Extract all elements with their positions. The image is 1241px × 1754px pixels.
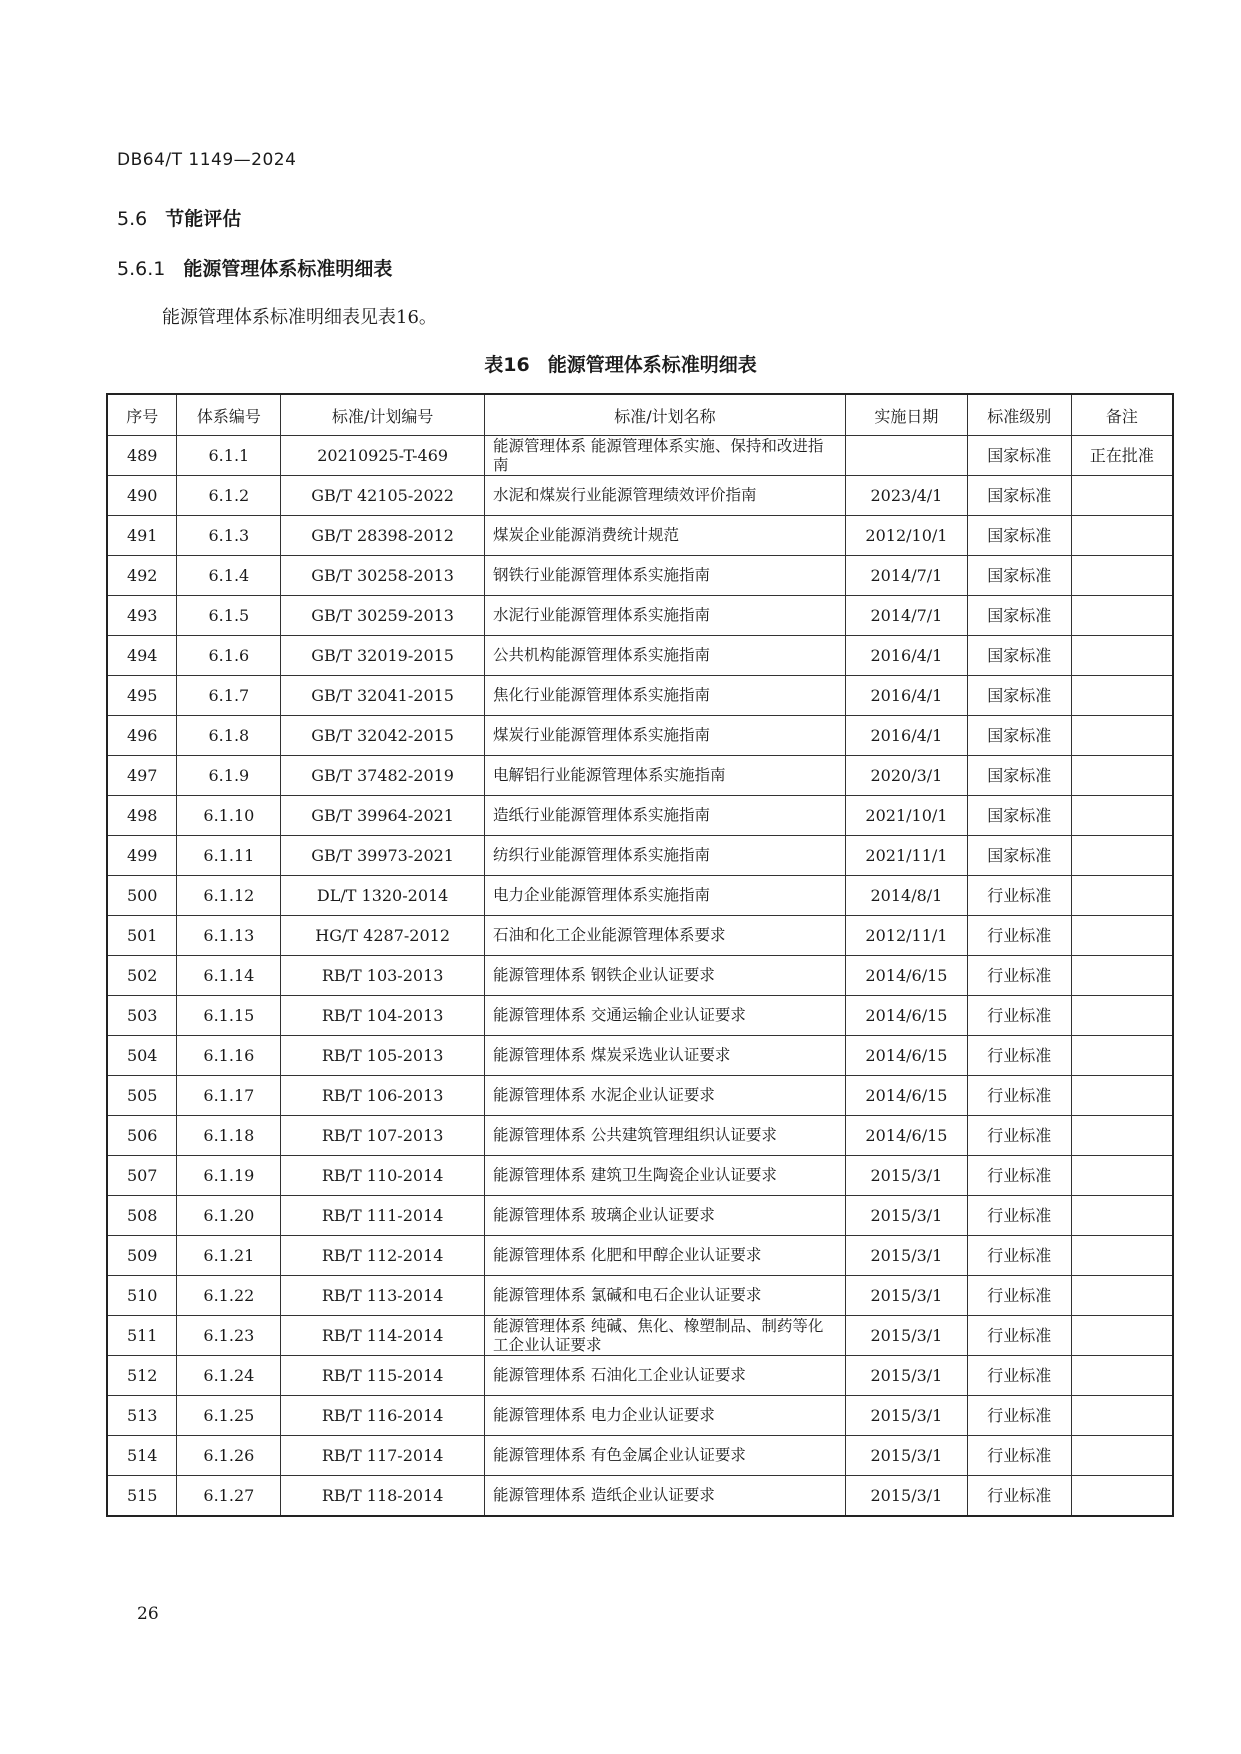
cell-standard-code: 20210925-T-469 [281, 436, 485, 476]
cell-system-code: 6.1.25 [177, 1396, 281, 1436]
cell-standard-code: RB/T 110-2014 [281, 1156, 485, 1196]
cell-standard-code: RB/T 107-2013 [281, 1116, 485, 1156]
cell-remark [1071, 1476, 1173, 1517]
cell-remark [1071, 516, 1173, 556]
table-row [107, 876, 1173, 916]
section-title: 节能评估 [165, 208, 242, 230]
cell-remark [1071, 1236, 1173, 1276]
cell-standard-name: 能源管理体系 石油化工企业认证要求 [484, 1356, 845, 1396]
cell-standard-code: RB/T 104-2013 [281, 996, 485, 1036]
cell-system-code: 6.1.10 [177, 796, 281, 836]
cell-level: 行业标准 [967, 1396, 1071, 1436]
table-row [107, 756, 1173, 796]
cell-date: 2012/10/1 [845, 516, 967, 556]
cell-system-code: 6.1.13 [177, 916, 281, 956]
cell-date: 2015/3/1 [845, 1356, 967, 1396]
cell-standard-code: GB/T 39973-2021 [281, 836, 485, 876]
cell-standard-name: 纺织行业能源管理体系实施指南 [484, 836, 845, 876]
cell-seq: 495 [107, 676, 177, 716]
cell-level: 行业标准 [967, 996, 1071, 1036]
cell-remark [1071, 596, 1173, 636]
table-row [107, 1196, 1173, 1236]
cell-standard-code: GB/T 28398-2012 [281, 516, 485, 556]
cell-remark [1071, 1396, 1173, 1436]
cell-system-code: 6.1.6 [177, 636, 281, 676]
cell-date: 2014/6/15 [845, 1036, 967, 1076]
cell-standard-name: 煤炭企业能源消费统计规范 [484, 516, 845, 556]
cell-seq: 512 [107, 1356, 177, 1396]
cell-seq: 505 [107, 1076, 177, 1116]
cell-standard-name: 电解铝行业能源管理体系实施指南 [484, 756, 845, 796]
cell-date: 2021/11/1 [845, 836, 967, 876]
cell-seq: 497 [107, 756, 177, 796]
cell-remark [1071, 956, 1173, 996]
cell-level: 国家标准 [967, 436, 1071, 476]
table-row [107, 1036, 1173, 1076]
cell-date: 2016/4/1 [845, 636, 967, 676]
cell-remark [1071, 476, 1173, 516]
cell-remark [1071, 1116, 1173, 1156]
table-header-row [107, 394, 1173, 436]
cell-standard-code: GB/T 32019-2015 [281, 636, 485, 676]
cell-level: 行业标准 [967, 1356, 1071, 1396]
cell-seq: 506 [107, 1116, 177, 1156]
cell-standard-name: 能源管理体系 钢铁企业认证要求 [484, 956, 845, 996]
cell-system-code: 6.1.16 [177, 1036, 281, 1076]
cell-remark [1071, 556, 1173, 596]
cell-standard-code: RB/T 111-2014 [281, 1196, 485, 1236]
cell-standard-name: 水泥和煤炭行业能源管理绩效评价指南 [484, 476, 845, 516]
cell-standard-name: 能源管理体系 玻璃企业认证要求 [484, 1196, 845, 1236]
cell-date: 2014/7/1 [845, 556, 967, 596]
cell-level: 行业标准 [967, 1036, 1071, 1076]
cell-standard-code: RB/T 117-2014 [281, 1436, 485, 1476]
cell-seq: 503 [107, 996, 177, 1036]
table-caption-number: 表16 [484, 354, 530, 376]
table-row [107, 636, 1173, 676]
cell-level: 国家标准 [967, 596, 1071, 636]
cell-standard-name: 焦化行业能源管理体系实施指南 [484, 676, 845, 716]
cell-remark [1071, 1196, 1173, 1236]
cell-standard-code: GB/T 42105-2022 [281, 476, 485, 516]
cell-standard-code: GB/T 32042-2015 [281, 716, 485, 756]
cell-standard-name: 水泥行业能源管理体系实施指南 [484, 596, 845, 636]
body-paragraph: 能源管理体系标准明细表见表16。 [162, 307, 437, 328]
table-row [107, 716, 1173, 756]
cell-standard-name: 煤炭行业能源管理体系实施指南 [484, 716, 845, 756]
cell-date: 2014/7/1 [845, 596, 967, 636]
cell-date: 2014/6/15 [845, 956, 967, 996]
cell-remark [1071, 1436, 1173, 1476]
cell-seq: 510 [107, 1276, 177, 1316]
cell-standard-code: GB/T 30258-2013 [281, 556, 485, 596]
cell-standard-name: 电力企业能源管理体系实施指南 [484, 876, 845, 916]
table-body [107, 436, 1173, 1517]
table-row [107, 1476, 1173, 1517]
cell-standard-code: GB/T 32041-2015 [281, 676, 485, 716]
cell-level: 行业标准 [967, 1276, 1071, 1316]
cell-date: 2015/3/1 [845, 1396, 967, 1436]
cell-remark [1071, 1316, 1173, 1356]
cell-date: 2015/3/1 [845, 1236, 967, 1276]
table-row [107, 1236, 1173, 1276]
cell-remark [1071, 636, 1173, 676]
cell-system-code: 6.1.11 [177, 836, 281, 876]
table-row [107, 1436, 1173, 1476]
cell-level: 国家标准 [967, 476, 1071, 516]
document-id: DB64/T 1149—2024 [117, 150, 297, 170]
cell-date: 2015/3/1 [845, 1316, 967, 1356]
cell-seq: 493 [107, 596, 177, 636]
cell-system-code: 6.1.23 [177, 1316, 281, 1356]
cell-standard-name: 钢铁行业能源管理体系实施指南 [484, 556, 845, 596]
cell-system-code: 6.1.1 [177, 436, 281, 476]
cell-level: 行业标准 [967, 916, 1071, 956]
section-heading [117, 204, 241, 231]
cell-standard-name: 能源管理体系 有色金属企业认证要求 [484, 1436, 845, 1476]
cell-standard-code: HG/T 4287-2012 [281, 916, 485, 956]
table-row [107, 1316, 1173, 1356]
cell-standard-code: DL/T 1320-2014 [281, 876, 485, 916]
cell-seq: 502 [107, 956, 177, 996]
table-row [107, 516, 1173, 556]
cell-seq: 501 [107, 916, 177, 956]
cell-standard-name: 能源管理体系 氯碱和电石企业认证要求 [484, 1276, 845, 1316]
cell-seq: 508 [107, 1196, 177, 1236]
cell-seq: 511 [107, 1316, 177, 1356]
cell-level: 国家标准 [967, 756, 1071, 796]
cell-date: 2015/3/1 [845, 1156, 967, 1196]
col-header-seq: 序号 [107, 394, 177, 436]
cell-standard-code: RB/T 105-2013 [281, 1036, 485, 1076]
cell-standard-name: 能源管理体系 造纸企业认证要求 [484, 1476, 845, 1517]
cell-seq: 491 [107, 516, 177, 556]
cell-standard-name: 能源管理体系 纯碱、焦化、橡塑制品、制药等化工企业认证要求 [484, 1316, 845, 1356]
table-row [107, 556, 1173, 596]
cell-remark [1071, 996, 1173, 1036]
cell-date: 2014/6/15 [845, 1116, 967, 1156]
col-header-standard-name: 标准/计划名称 [484, 394, 845, 436]
table-caption [0, 350, 1241, 377]
cell-system-code: 6.1.26 [177, 1436, 281, 1476]
table-row [107, 916, 1173, 956]
cell-system-code: 6.1.14 [177, 956, 281, 996]
cell-standard-name: 能源管理体系 煤炭采选业认证要求 [484, 1036, 845, 1076]
cell-standard-name: 造纸行业能源管理体系实施指南 [484, 796, 845, 836]
cell-remark [1071, 676, 1173, 716]
cell-level: 行业标准 [967, 1116, 1071, 1156]
cell-system-code: 6.1.21 [177, 1236, 281, 1276]
cell-standard-name: 能源管理体系 交通运输企业认证要求 [484, 996, 845, 1036]
table-row [107, 1076, 1173, 1116]
cell-level: 国家标准 [967, 716, 1071, 756]
cell-system-code: 6.1.9 [177, 756, 281, 796]
cell-level: 行业标准 [967, 876, 1071, 916]
cell-date: 2015/3/1 [845, 1276, 967, 1316]
cell-system-code: 6.1.7 [177, 676, 281, 716]
table-row [107, 436, 1173, 476]
cell-date: 2015/3/1 [845, 1476, 967, 1517]
subsection-title: 能源管理体系标准明细表 [183, 258, 393, 280]
cell-seq: 489 [107, 436, 177, 476]
table-row [107, 836, 1173, 876]
cell-level: 国家标准 [967, 556, 1071, 596]
cell-level: 国家标准 [967, 796, 1071, 836]
table-row [107, 996, 1173, 1036]
cell-seq: 490 [107, 476, 177, 516]
cell-standard-name: 石油和化工企业能源管理体系要求 [484, 916, 845, 956]
table-row [107, 676, 1173, 716]
cell-remark [1071, 796, 1173, 836]
cell-remark [1071, 1276, 1173, 1316]
cell-level: 行业标准 [967, 1076, 1071, 1116]
cell-system-code: 6.1.12 [177, 876, 281, 916]
table-row [107, 956, 1173, 996]
cell-standard-code: RB/T 112-2014 [281, 1236, 485, 1276]
cell-level: 国家标准 [967, 836, 1071, 876]
table-caption-title: 能源管理体系标准明细表 [547, 354, 757, 376]
cell-level: 行业标准 [967, 1316, 1071, 1356]
cell-remark [1071, 1076, 1173, 1116]
table-row [107, 596, 1173, 636]
cell-level: 行业标准 [967, 956, 1071, 996]
cell-standard-code: RB/T 115-2014 [281, 1356, 485, 1396]
table-row [107, 796, 1173, 836]
cell-standard-name: 公共机构能源管理体系实施指南 [484, 636, 845, 676]
cell-system-code: 6.1.8 [177, 716, 281, 756]
cell-level: 国家标准 [967, 516, 1071, 556]
table-row [107, 1276, 1173, 1316]
cell-date: 2012/11/1 [845, 916, 967, 956]
cell-system-code: 6.1.3 [177, 516, 281, 556]
cell-standard-code: GB/T 37482-2019 [281, 756, 485, 796]
cell-seq: 514 [107, 1436, 177, 1476]
standards-table [106, 393, 1174, 1517]
cell-system-code: 6.1.2 [177, 476, 281, 516]
cell-standard-name: 能源管理体系 公共建筑管理组织认证要求 [484, 1116, 845, 1156]
cell-seq: 494 [107, 636, 177, 676]
subsection-heading [117, 254, 392, 281]
cell-seq: 515 [107, 1476, 177, 1517]
cell-system-code: 6.1.5 [177, 596, 281, 636]
cell-standard-code: RB/T 118-2014 [281, 1476, 485, 1517]
cell-standard-name: 能源管理体系 能源管理体系实施、保持和改进指南 [484, 436, 845, 476]
cell-seq: 498 [107, 796, 177, 836]
cell-standard-code: GB/T 30259-2013 [281, 596, 485, 636]
subsection-number: 5.6.1 [117, 258, 166, 280]
cell-remark [1071, 1036, 1173, 1076]
cell-date: 2014/6/15 [845, 996, 967, 1036]
cell-remark [1071, 716, 1173, 756]
cell-system-code: 6.1.4 [177, 556, 281, 596]
cell-standard-code: GB/T 39964-2021 [281, 796, 485, 836]
cell-seq: 504 [107, 1036, 177, 1076]
cell-standard-code: RB/T 103-2013 [281, 956, 485, 996]
cell-level: 行业标准 [967, 1196, 1071, 1236]
cell-system-code: 6.1.15 [177, 996, 281, 1036]
cell-remark: 正在批准 [1071, 436, 1173, 476]
table-row [107, 476, 1173, 516]
cell-date [845, 436, 967, 476]
cell-level: 行业标准 [967, 1476, 1071, 1517]
table-row [107, 1356, 1173, 1396]
cell-standard-code: RB/T 114-2014 [281, 1316, 485, 1356]
cell-remark [1071, 836, 1173, 876]
cell-standard-code: RB/T 106-2013 [281, 1076, 485, 1116]
col-header-system-code: 体系编号 [177, 394, 281, 436]
cell-remark [1071, 1356, 1173, 1396]
col-header-standard-code: 标准/计划编号 [281, 394, 485, 436]
cell-level: 行业标准 [967, 1156, 1071, 1196]
cell-level: 行业标准 [967, 1436, 1071, 1476]
cell-seq: 507 [107, 1156, 177, 1196]
cell-standard-name: 能源管理体系 水泥企业认证要求 [484, 1076, 845, 1116]
cell-remark [1071, 876, 1173, 916]
col-header-level: 标准级别 [967, 394, 1071, 436]
cell-system-code: 6.1.18 [177, 1116, 281, 1156]
cell-standard-name: 能源管理体系 电力企业认证要求 [484, 1396, 845, 1436]
col-header-date: 实施日期 [845, 394, 967, 436]
cell-standard-name: 能源管理体系 化肥和甲醇企业认证要求 [484, 1236, 845, 1276]
table-row [107, 1116, 1173, 1156]
page-number: 26 [137, 1604, 159, 1624]
cell-date: 2014/6/15 [845, 1076, 967, 1116]
cell-system-code: 6.1.27 [177, 1476, 281, 1517]
cell-remark [1071, 1156, 1173, 1196]
cell-date: 2014/8/1 [845, 876, 967, 916]
cell-system-code: 6.1.17 [177, 1076, 281, 1116]
cell-system-code: 6.1.20 [177, 1196, 281, 1236]
cell-standard-code: RB/T 116-2014 [281, 1396, 485, 1436]
cell-seq: 496 [107, 716, 177, 756]
cell-seq: 509 [107, 1236, 177, 1276]
cell-date: 2020/3/1 [845, 756, 967, 796]
cell-seq: 492 [107, 556, 177, 596]
cell-date: 2015/3/1 [845, 1196, 967, 1236]
cell-seq: 513 [107, 1396, 177, 1436]
cell-system-code: 6.1.24 [177, 1356, 281, 1396]
cell-remark [1071, 916, 1173, 956]
cell-seq: 499 [107, 836, 177, 876]
table-row [107, 1396, 1173, 1436]
cell-date: 2016/4/1 [845, 676, 967, 716]
cell-date: 2016/4/1 [845, 716, 967, 756]
cell-level: 国家标准 [967, 676, 1071, 716]
cell-date: 2021/10/1 [845, 796, 967, 836]
cell-level: 国家标准 [967, 636, 1071, 676]
cell-remark [1071, 756, 1173, 796]
cell-seq: 500 [107, 876, 177, 916]
cell-date: 2015/3/1 [845, 1436, 967, 1476]
cell-standard-name: 能源管理体系 建筑卫生陶瓷企业认证要求 [484, 1156, 845, 1196]
section-number: 5.6 [117, 208, 148, 230]
cell-system-code: 6.1.19 [177, 1156, 281, 1196]
cell-system-code: 6.1.22 [177, 1276, 281, 1316]
table-row [107, 1156, 1173, 1196]
cell-level: 行业标准 [967, 1236, 1071, 1276]
col-header-remark: 备注 [1071, 394, 1173, 436]
cell-date: 2023/4/1 [845, 476, 967, 516]
cell-standard-code: RB/T 113-2014 [281, 1276, 485, 1316]
